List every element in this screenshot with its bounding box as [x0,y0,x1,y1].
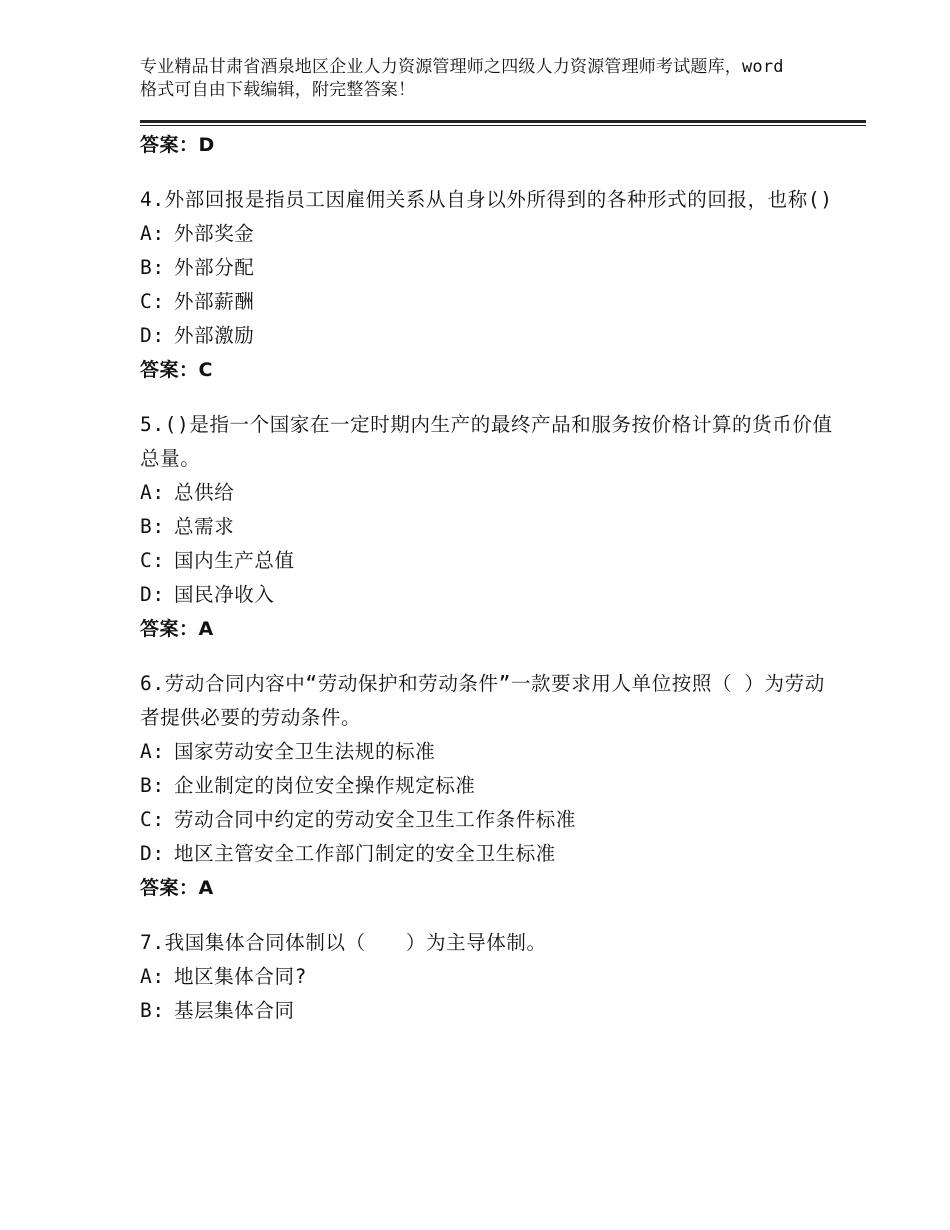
option-a [140,476,840,510]
document-body [140,128,840,1028]
option-letter: D: [140,583,165,606]
option-c [140,803,840,837]
answer-line: 答案：A [140,618,214,640]
option-text: 总需求 [174,515,235,538]
option-text: 国家劳动安全卫生法规的标准 [174,740,436,763]
option-letter: C: [140,549,165,572]
answer-line: 答案：A [140,877,214,899]
question-5 [140,408,840,646]
option-letter: D: [140,842,165,865]
answer-line: 答案：D [140,134,215,156]
option-text: 地区集体合同? [174,965,307,988]
option-text: 地区主管安全工作部门制定的安全卫生标准 [174,842,556,865]
option-letter: A: [140,222,165,245]
option-text: 劳动合同中约定的劳动安全卫生工作条件标准 [174,808,577,831]
option-letter: C: [140,808,165,831]
question-6 [140,667,840,905]
header-rule-thick [140,120,866,123]
question-7 [140,926,840,1028]
question-text: 6.劳动合同内容中“劳动保护和劳动条件”一款要求用人单位按照（ ）为劳动者提供必要的劳动条件。 [140,672,825,729]
option-text: 外部薪酬 [174,290,255,313]
option-a [140,217,840,251]
option-b [140,769,840,803]
option-letter: B: [140,774,165,797]
question-text: 7.我国集体合同体制以（ ）为主导体制。 [140,931,547,954]
option-letter: A: [140,481,165,504]
option-text: 外部奖金 [174,222,255,245]
option-d [140,578,840,612]
option-b [140,994,840,1028]
option-letter: B: [140,256,165,279]
page-header [140,56,800,102]
option-a [140,735,840,769]
header-title: 专业精品甘肃省酒泉地区企业人力资源管理师之四级人力资源管理师考试题库，word格式可自由下载编辑，附完整答案！ [140,57,784,100]
question-text: 5.()是指一个国家在一定时期内生产的最终产品和服务按价格计算的货币价值总量。 [140,413,833,470]
question-text: 4.外部回报是指员工因雇佣关系从自身以外所得到的各种形式的回报，也称() [140,188,833,211]
option-text: 总供给 [174,481,235,504]
option-b [140,251,840,285]
option-text: 国民净收入 [174,583,275,606]
option-c [140,544,840,578]
header-rule-thin [140,125,866,126]
option-text: 基层集体合同 [174,999,295,1022]
option-letter: D: [140,324,165,347]
option-text: 外部分配 [174,256,255,279]
option-b [140,510,840,544]
option-text: 企业制定的岗位安全操作规定标准 [174,774,476,797]
answer-line: 答案：C [140,359,213,381]
option-letter: C: [140,290,165,313]
option-text: 国内生产总值 [174,549,295,572]
option-d [140,837,840,871]
option-c [140,285,840,319]
option-letter: A: [140,965,165,988]
option-d [140,319,840,353]
question-4 [140,183,840,387]
option-letter: A: [140,740,165,763]
option-text: 外部激励 [174,324,255,347]
option-a [140,960,840,994]
option-letter: B: [140,999,165,1022]
option-letter: B: [140,515,165,538]
